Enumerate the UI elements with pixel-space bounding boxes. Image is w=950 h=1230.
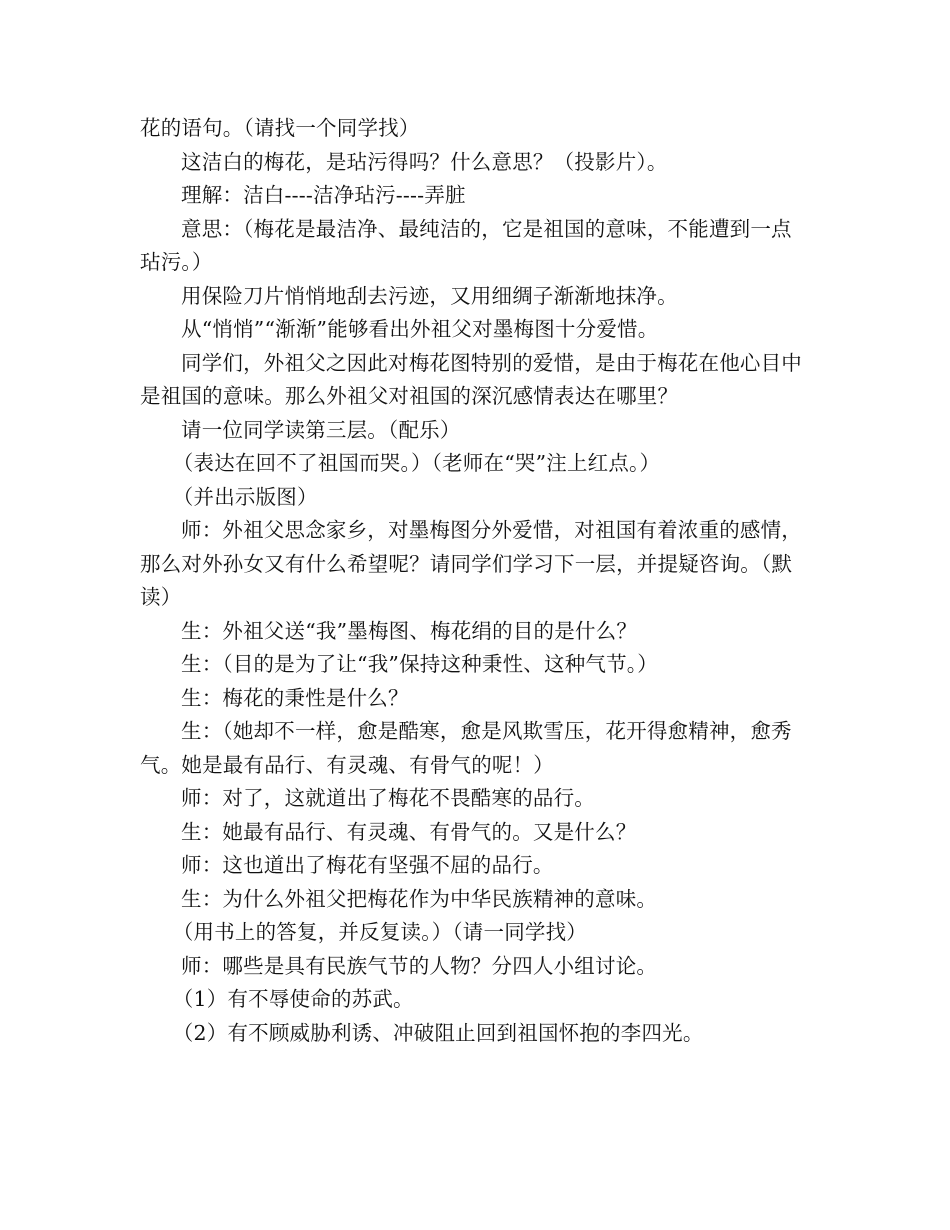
paragraph: （2）有不顾威胁利诱、冲破阻止回到祖国怀抱的李四光。	[172, 1020, 704, 1045]
paragraph: 从“悄悄”“渐渐”能够看出外祖父对墨梅图十分爱惜。	[181, 317, 659, 341]
paragraph: 生：（目的是为了让“我”保持这种秉性、这种气节。）	[181, 652, 658, 676]
paragraph: 用保险刀片悄悄地刮去污迹，又用细绸子渐渐地抹净。	[181, 283, 678, 308]
paragraph: 请一位同学读第三层。（配乐）	[181, 417, 461, 442]
paragraph: 师：这也道出了梅花有坚强不屈的品行。	[181, 853, 554, 877]
paragraph: 生：为什么外祖父把梅花作为中华民族精神的意味。	[181, 886, 658, 911]
paragraph: 生：外祖父送“我”墨梅图、梅花绢的目的是什么？	[181, 618, 638, 643]
paragraph: 师：对了，这就道出了梅花不畏酷寒的品行。	[181, 786, 595, 810]
paragraph: 同学们，外祖父之因此对梅花图特别的爱惜，是由于梅花在他心目中是祖国的意味。那么外祖父对祖国的深沉感情表达在哪里？	[140, 350, 802, 408]
paragraph: 生：梅花的秉性是什么？	[181, 685, 409, 710]
paragraph: 花的语句。（请找一个同学找）	[140, 116, 420, 140]
paragraph: 师：哪些是具有民族气节的人物？分四人小组讨论。	[181, 953, 658, 978]
paragraph: 生：她最有品行、有灵魂、有骨气的。又是什么？	[181, 819, 637, 844]
paragraph: （用书上的答复，并反复读。）（请一同学找）	[172, 920, 587, 944]
paragraph: （并出示版图）	[172, 484, 318, 509]
document-page	[140, 112, 812, 1050]
paragraph: （表达在回不了祖国而哭。）（老师在“哭”注上红点。）	[172, 451, 661, 475]
paragraph: 意思：（梅花是最洁净、最纯洁的，它是祖国的意味，不能遭到一点玷污。）	[140, 216, 792, 274]
paragraph: 师：外祖父思念家乡，对墨梅图分外爱惜，对祖国有着浓重的感情，那么对外孙女又有什么希望呢？请同学们学习下一层，并提疑咨询。（默读）	[140, 518, 802, 609]
paragraph: （1）有不辱使命的苏武。	[172, 987, 414, 1011]
paragraph: 生：（她却不一样，愈是酷寒，愈是风欺雪压，花开得愈精神，愈秀气。她是最有品行、有灵魂、有骨气的呢！）	[140, 719, 792, 777]
paragraph: 这洁白的梅花，是玷污得吗？什么意思？（投影片）。	[181, 149, 668, 174]
paragraph: 理解：洁白----洁净玷污----弄脏	[181, 183, 466, 207]
